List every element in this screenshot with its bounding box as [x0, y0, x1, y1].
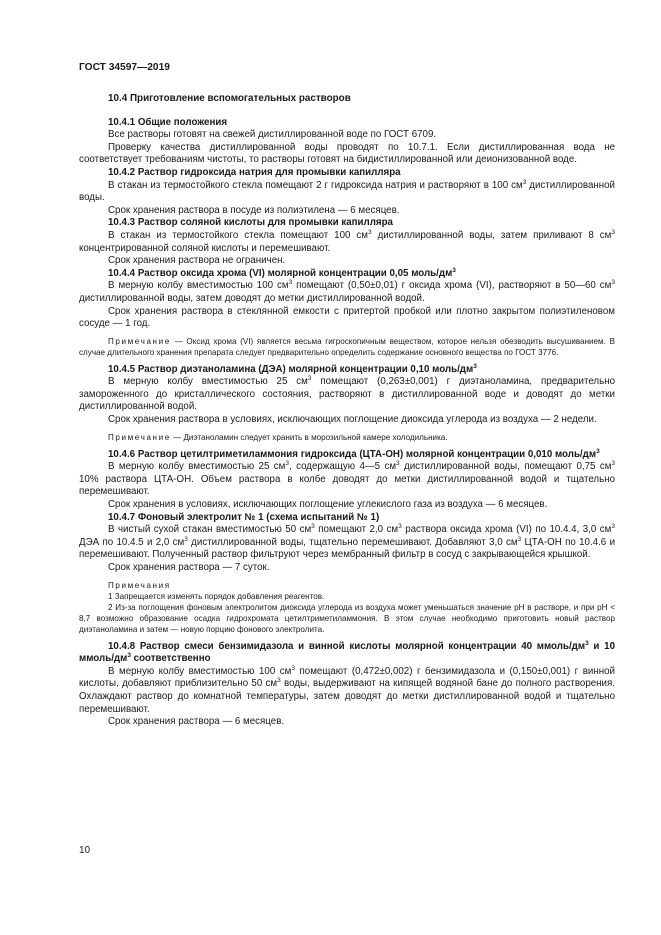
text-run: воды, выдерживают на кипящей водяной бане до полного растворения. Охлаждают раствор до комнатной температуры, затем доводят до метки дистиллированной водой и тщательно перемешивают.	[79, 678, 615, 715]
text-run: В мерную колбу вместимостью 100 см	[108, 665, 292, 677]
text-run: , содержащую 4—5 см	[288, 461, 397, 473]
paragraph: Срок хранения раствора в условиях, исключающих поглощение диоксида углерода из воздуха — 2 недели.	[108, 414, 597, 426]
text-run: дистиллированной воды, затем приливают 8 см	[371, 229, 612, 241]
note-label: Примечание	[108, 336, 171, 346]
superscript: 3	[611, 523, 615, 531]
note	[79, 336, 615, 358]
superscript: 3	[611, 228, 615, 236]
text-run: дистиллированной воды.	[79, 179, 615, 204]
text-run: ЦТА-ОН по 10.4.6 и перемешивают. Полученный раствор фильтруют через мембранный фильтр в сосуд с закрывающейся крышкой.	[79, 536, 616, 561]
note-label: Примечание	[108, 432, 171, 442]
superscript: 3	[596, 447, 600, 455]
superscript: 3	[277, 677, 281, 685]
text-run: концентрированной соляной кислоты и перемешивают.	[79, 242, 331, 254]
paragraph	[79, 666, 615, 716]
note: 1 Запрещается изменять порядок добавления реагентов.	[108, 591, 325, 601]
subsection-title-10-4-4	[108, 268, 615, 281]
superscript: 3	[367, 228, 372, 236]
paragraph: Срок хранения раствора не ограничен.	[108, 255, 286, 267]
text-run: соответственно	[130, 653, 211, 665]
paragraph: Срок хранения раствора в посуде из полиэтилена — 6 месяцев.	[108, 204, 400, 216]
subsection-title-10-4-3: 10.4.3 Раствор соляной кислоты для промывки капилляра	[108, 217, 393, 229]
text-run: 10.4.6 Раствор цетилтриметиламмония гидроксида (ЦТА-ОН) молярной концентрации 0,010 моль/дм	[108, 448, 597, 460]
paragraph: Срок хранения раствора в стеклянной емкости с притертой пробкой или плотно закрытом полиэтиленовом сосуде — 1 год.	[79, 305, 615, 330]
superscript: 3	[396, 460, 400, 468]
paragraph: Все растворы готовят на свежей дистиллированной воде по ГОСТ 6709.	[108, 129, 437, 141]
paragraph: Проверку качества дистиллированной воды проводят по 10.7.1. Если дистиллированная вода не соответствует требованиям чистоты, то растворы готовят на бидистиллированной или деионизованной воде.	[79, 141, 615, 166]
text-run: дистиллированной воды, помещают 0,75 см	[399, 461, 612, 473]
superscript: 3	[452, 266, 456, 274]
subsection-title-10-4-6	[79, 449, 615, 462]
document-header: ГОСТ 34597—2019	[79, 62, 170, 73]
paragraph	[79, 461, 615, 499]
note-text: — Диэтаноламин следует хранить в морозильной камере холодильника.	[170, 432, 448, 442]
superscript: 3	[285, 460, 289, 468]
text-run: В мерную колбу вместимостью 25 см	[108, 376, 308, 388]
paragraph	[79, 376, 615, 414]
text-run: В мерную колбу вместимостью 25 см	[108, 461, 286, 473]
paragraph	[79, 230, 615, 255]
superscript: 3	[611, 460, 616, 468]
text-run: раствора оксида хрома (VI) по 10.4.4, 3,0 см	[401, 524, 612, 536]
text-run: помещают (0,50±0,01) г оксида хрома (VI), растворяют в 50—60 см	[292, 280, 612, 292]
text-run: В стакан из термостойкого стекла помещают 100 см	[108, 229, 368, 241]
paragraph	[79, 180, 615, 205]
superscript: 3	[291, 664, 295, 672]
text-run: 10.4.4 Раствор оксида хрома (VI) молярной концентрации 0,05 моль/дм	[108, 267, 453, 279]
superscript: 3	[517, 535, 522, 543]
subsection-title-10-4-7: 10.4.7 Фоновый электролит № 1 (схема испытаний № 1)	[108, 511, 380, 523]
text-run: В стакан из термостойкого стекла помещают 2 г гидроксида натрия и растворяют в 100 см	[108, 179, 523, 191]
section-title: 10.4 Приготовление вспомогательных растворов	[108, 93, 351, 104]
superscript: 3	[398, 523, 402, 531]
superscript: 3	[127, 652, 131, 660]
subsection-title-10-4-8	[79, 641, 615, 666]
paragraph	[79, 524, 615, 562]
text-run: 10% раствора ЦТА-ОН. Объем раствора в колбе доводят до метки дистиллированной водой и тщательно перемешивают.	[79, 473, 615, 498]
superscript: 3	[184, 535, 188, 543]
text-run: ДЭА по 10.4.5 и 2,0 см	[79, 536, 185, 548]
superscript: 3	[585, 639, 589, 647]
paragraph: Срок хранения раствора — 7 суток.	[108, 562, 270, 573]
note	[79, 432, 615, 443]
superscript: 3	[473, 362, 477, 370]
text-run: помещают (0,263±0,001) г диэтаноламина, предварительно замороженного до кристаллического состояния, растворяют в дистиллированной воде и доводят до метки дистиллированной водой.	[79, 376, 615, 413]
notes-label: Примечания	[108, 580, 171, 590]
note: 2 Из-за поглощения фоновым электролитом диоксида углерода из воздуха может уменьшаться значение pH в растворе, и при pH < 8,7 возможно образование осадка гидрохромата цетилтриметиламмония. В этом случае необходимо приготовить новый раствор диэтаноламина и затем — новую порцию фонового электролита.	[79, 602, 615, 634]
superscript: 3	[307, 375, 312, 383]
notes-heading	[108, 580, 615, 591]
text-run: В чистый сухой стакан вместимостью 50 см	[108, 524, 312, 536]
paragraph: Срок хранения в условиях, исключающих поглощение углекислого газа из воздуха — 6 месяцев.	[108, 499, 548, 511]
text-run: 10.4.5 Раствор диэтаноламина (ДЭА) молярной концентрации 0,10 моль/дм	[108, 363, 474, 375]
text-run: дистиллированной воды, затем доводят до метки дистиллированной водой.	[79, 292, 425, 304]
text-run: дистиллированной воды, тщательно перемешивают. Добавляют 3,0 см	[187, 536, 518, 548]
superscript: 3	[311, 523, 315, 531]
text-run: В мерную колбу вместимостью 100 см	[108, 280, 289, 292]
text-run: помещают 2,0 см	[314, 524, 399, 536]
paragraph	[79, 280, 615, 305]
superscript: 3	[522, 178, 527, 186]
page-number: 10	[79, 845, 91, 856]
subsection-title-10-4-1: 10.4.1 Общие положения	[108, 116, 228, 128]
document-body	[79, 93, 615, 729]
subsection-title-10-4-5	[108, 364, 615, 377]
superscript: 3	[288, 279, 293, 287]
text-run: помещают (0,472±0,002) г бензимидазола и (0,150±0,001) г винной кислоты, добавляют приблизительно 50 см	[79, 665, 615, 690]
superscript: 3	[611, 279, 615, 287]
paragraph: Срок хранения раствора — 6 месяцев.	[108, 716, 285, 728]
text-run: и 10 ммоль/дм	[79, 640, 615, 665]
note-text: — Оксид хрома (VI) является весьма гигроскопичным веществом, которое нельзя обезводить высушиванием. В случае длительного хранения препарата следует предварительно определить содержание основного вещества по ГОСТ 3776.	[79, 336, 615, 357]
subsection-title-10-4-2: 10.4.2 Раствор гидроксида натрия для промывки капилляра	[108, 166, 401, 178]
text-run: 10.4.8 Раствор смеси бензимидазола и винной кислоты молярной концентрации 40 ммоль/дм	[108, 640, 586, 652]
